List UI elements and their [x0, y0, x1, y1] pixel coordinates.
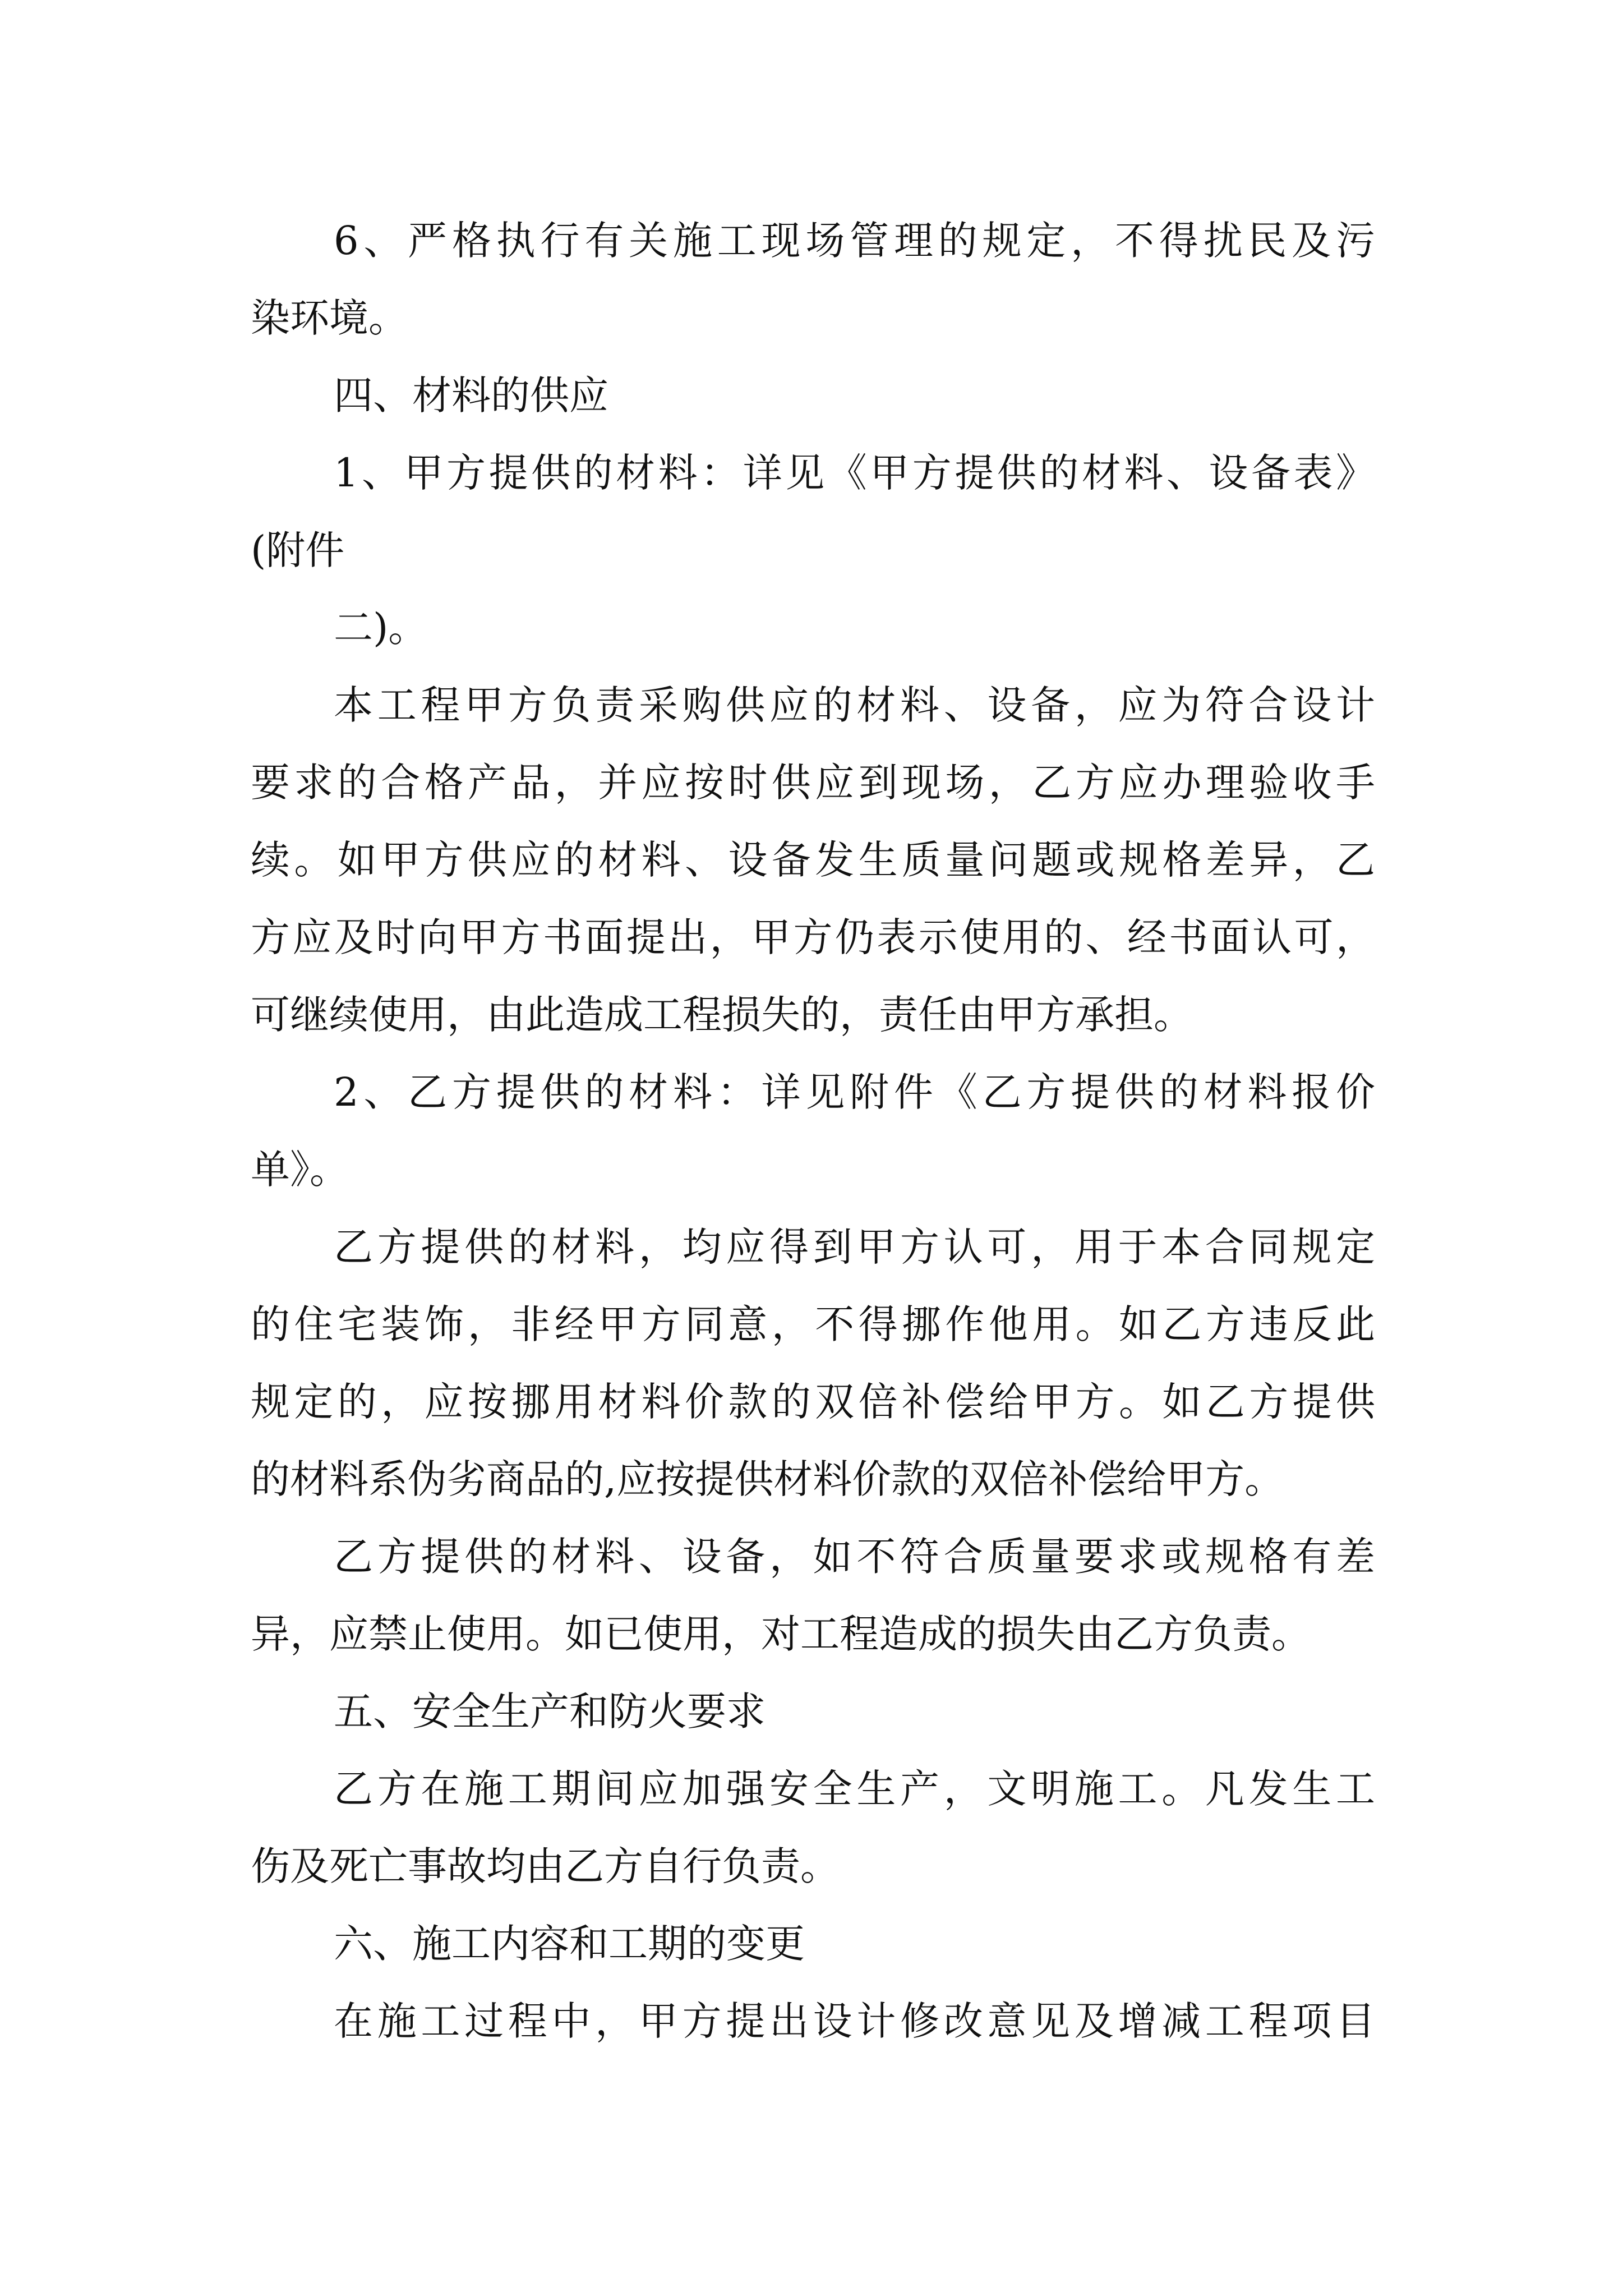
paragraph-line: 续。如甲方供应的材料、设备发生质量问题或规格差异，乙	[251, 837, 1375, 883]
paragraph-line: 单》。	[251, 1147, 349, 1193]
paragraph-line: 在施工过程中，甲方提出设计修改意见及增减工程项目	[334, 1998, 1375, 2044]
paragraph-line: 乙方在施工期间应加强安全生产，文明施工。凡发生工	[334, 1766, 1375, 1812]
paragraph-line: 的住宅装饰，非经甲方同意，不得挪作他用。如乙方违反此	[251, 1301, 1375, 1347]
paragraph-line: 要求的合格产品，并应按时供应到现场，乙方应办理验收手	[251, 760, 1375, 806]
paragraph-line: 异，应禁止使用。如已使用，对工程造成的损失由乙方负责。	[251, 1611, 1311, 1657]
paragraph-line: 乙方提供的材料，均应得到甲方认可，用于本合同规定	[334, 1224, 1375, 1270]
paragraph-line: 的材料系伪劣商品的,应按提供材料价款的双倍补偿给甲方。	[251, 1456, 1284, 1502]
paragraph-line: 染环境。	[251, 295, 408, 341]
paragraph-line: 规定的，应按挪用材料价款的双倍补偿给甲方。如乙方提供	[251, 1379, 1375, 1425]
paragraph-line: 方应及时向甲方书面提出，甲方仍表示使用的、经书面认可，	[251, 914, 1375, 960]
paragraph-line: 可继续使用，由此造成工程损失的，责任由甲方承担。	[251, 992, 1193, 1038]
paragraph-line: 1、甲方提供的材料：详见《甲方提供的材料、设备表》	[334, 450, 1375, 496]
paragraph-line: (附件	[251, 527, 345, 573]
paragraph-line: 乙方提供的材料、设备，如不符合质量要求或规格有差	[334, 1534, 1375, 1580]
section-heading: 六、施工内容和工期的变更	[334, 1921, 805, 1967]
paragraph-line: 2、乙方提供的材料：详见附件《乙方提供的材料报价	[334, 1069, 1375, 1115]
paragraph-line: 6、严格执行有关施工现场管理的规定，不得扰民及污	[334, 218, 1375, 264]
paragraph-line: 本工程甲方负责采购供应的材料、设备，应为符合设计	[334, 682, 1375, 728]
paragraph-line: 伤及死亡事故均由乙方自行负责。	[251, 1843, 840, 1889]
section-heading: 四、材料的供应	[334, 372, 608, 418]
paragraph-line: 二)。	[334, 605, 428, 651]
section-heading: 五、安全生产和防火要求	[334, 1688, 766, 1734]
